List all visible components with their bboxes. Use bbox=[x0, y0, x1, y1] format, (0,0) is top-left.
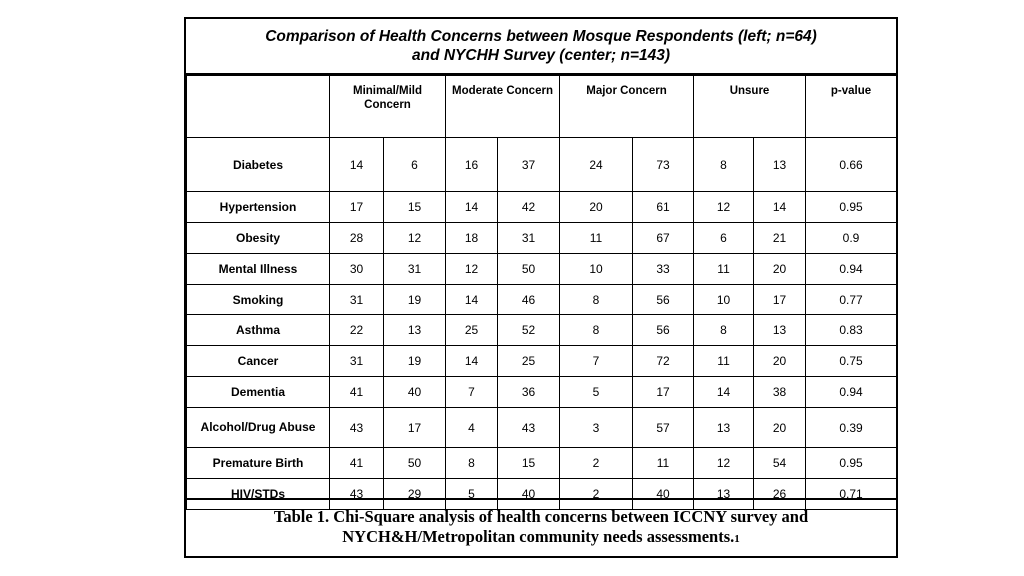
count-cell: 12 bbox=[694, 192, 754, 223]
table-caption bbox=[186, 498, 896, 556]
count-cell: 7 bbox=[446, 377, 498, 408]
count-cell: 40 bbox=[384, 377, 446, 408]
count-cell: 31 bbox=[330, 285, 384, 315]
table-row bbox=[187, 138, 897, 192]
count-cell: 14 bbox=[754, 192, 806, 223]
count-cell: 12 bbox=[446, 254, 498, 285]
count-cell: 30 bbox=[330, 254, 384, 285]
count-cell: 31 bbox=[384, 254, 446, 285]
count-cell: 17 bbox=[633, 377, 694, 408]
count-cell: 5 bbox=[560, 377, 633, 408]
p-value-cell: 0.66 bbox=[806, 138, 897, 192]
count-cell: 43 bbox=[330, 479, 384, 510]
row-label: HIV/STDs bbox=[187, 479, 330, 510]
count-cell: 72 bbox=[633, 346, 694, 377]
count-cell: 6 bbox=[694, 223, 754, 254]
count-cell: 8 bbox=[560, 285, 633, 315]
count-cell: 57 bbox=[633, 408, 694, 448]
header-major: Major Concern bbox=[560, 76, 694, 138]
count-cell: 15 bbox=[498, 448, 560, 479]
count-cell: 10 bbox=[694, 285, 754, 315]
count-cell: 18 bbox=[446, 223, 498, 254]
count-cell: 13 bbox=[754, 138, 806, 192]
count-cell: 10 bbox=[560, 254, 633, 285]
count-cell: 20 bbox=[754, 254, 806, 285]
p-value-cell: 0.75 bbox=[806, 346, 897, 377]
count-cell: 41 bbox=[330, 448, 384, 479]
count-cell: 3 bbox=[560, 408, 633, 448]
count-cell: 37 bbox=[498, 138, 560, 192]
count-cell: 4 bbox=[446, 408, 498, 448]
caption-line-2 bbox=[186, 527, 896, 549]
count-cell: 11 bbox=[633, 448, 694, 479]
p-value-cell: 0.94 bbox=[806, 254, 897, 285]
table-row bbox=[187, 254, 897, 285]
count-cell: 36 bbox=[498, 377, 560, 408]
count-cell: 14 bbox=[446, 192, 498, 223]
header-pvalue: p-value bbox=[806, 76, 897, 138]
count-cell: 12 bbox=[694, 448, 754, 479]
count-cell: 5 bbox=[446, 479, 498, 510]
count-cell: 50 bbox=[384, 448, 446, 479]
count-cell: 17 bbox=[384, 408, 446, 448]
count-cell: 14 bbox=[330, 138, 384, 192]
count-cell: 17 bbox=[330, 192, 384, 223]
count-cell: 14 bbox=[694, 377, 754, 408]
p-value-cell: 0.95 bbox=[806, 448, 897, 479]
table-title bbox=[186, 19, 896, 75]
title-line-1: Comparison of Health Concerns between Mosque Respondents (left; n=64) bbox=[265, 28, 817, 45]
caption-line-2-text: NYCH&H/Metropolitan community needs assessments. bbox=[342, 527, 735, 546]
count-cell: 40 bbox=[633, 479, 694, 510]
count-cell: 7 bbox=[560, 346, 633, 377]
p-value-cell: 0.71 bbox=[806, 479, 897, 510]
count-cell: 13 bbox=[694, 479, 754, 510]
corner-cell bbox=[187, 76, 330, 138]
table-row bbox=[187, 346, 897, 377]
table-row bbox=[187, 192, 897, 223]
row-label: Hypertension bbox=[187, 192, 330, 223]
p-value-cell: 0.95 bbox=[806, 192, 897, 223]
count-cell: 16 bbox=[446, 138, 498, 192]
row-label: Premature Birth bbox=[187, 448, 330, 479]
count-cell: 42 bbox=[498, 192, 560, 223]
count-cell: 13 bbox=[754, 315, 806, 346]
row-label: Mental Illness bbox=[187, 254, 330, 285]
count-cell: 8 bbox=[446, 448, 498, 479]
table-row bbox=[187, 448, 897, 479]
count-cell: 38 bbox=[754, 377, 806, 408]
header-row bbox=[187, 76, 897, 138]
p-value-cell: 0.94 bbox=[806, 377, 897, 408]
count-cell: 8 bbox=[694, 315, 754, 346]
count-cell: 28 bbox=[330, 223, 384, 254]
count-cell: 13 bbox=[384, 315, 446, 346]
count-cell: 50 bbox=[498, 254, 560, 285]
count-cell: 21 bbox=[754, 223, 806, 254]
count-cell: 46 bbox=[498, 285, 560, 315]
count-cell: 43 bbox=[330, 408, 384, 448]
count-cell: 56 bbox=[633, 285, 694, 315]
caption-reference: 1 bbox=[734, 533, 740, 545]
table-figure bbox=[184, 17, 898, 558]
p-value-cell: 0.83 bbox=[806, 315, 897, 346]
count-cell: 25 bbox=[446, 315, 498, 346]
count-cell: 56 bbox=[633, 315, 694, 346]
count-cell: 67 bbox=[633, 223, 694, 254]
count-cell: 15 bbox=[384, 192, 446, 223]
count-cell: 43 bbox=[498, 408, 560, 448]
count-cell: 6 bbox=[384, 138, 446, 192]
p-value-cell: 0.39 bbox=[806, 408, 897, 448]
count-cell: 8 bbox=[694, 138, 754, 192]
row-label: Asthma bbox=[187, 315, 330, 346]
row-label: Smoking bbox=[187, 285, 330, 315]
count-cell: 73 bbox=[633, 138, 694, 192]
count-cell: 31 bbox=[498, 223, 560, 254]
count-cell: 40 bbox=[498, 479, 560, 510]
count-cell: 54 bbox=[754, 448, 806, 479]
header-moderate: Moderate Concern bbox=[446, 76, 560, 138]
table-row bbox=[187, 223, 897, 254]
caption-line-1: Table 1. Chi-Square analysis of health concerns between ICCNY survey and bbox=[273, 507, 809, 526]
header-minimal: Minimal/Mild Concern bbox=[330, 76, 446, 138]
count-cell: 19 bbox=[384, 285, 446, 315]
row-label: Obesity bbox=[187, 223, 330, 254]
header-unsure: Unsure bbox=[694, 76, 806, 138]
count-cell: 61 bbox=[633, 192, 694, 223]
count-cell: 11 bbox=[560, 223, 633, 254]
p-value-cell: 0.9 bbox=[806, 223, 897, 254]
title-line-2: and NYCHH Survey (center; n=143) bbox=[412, 47, 670, 64]
count-cell: 20 bbox=[754, 408, 806, 448]
count-cell: 19 bbox=[384, 346, 446, 377]
count-cell: 52 bbox=[498, 315, 560, 346]
count-cell: 14 bbox=[446, 285, 498, 315]
p-value-cell: 0.77 bbox=[806, 285, 897, 315]
row-label: Diabetes bbox=[187, 138, 330, 192]
count-cell: 29 bbox=[384, 479, 446, 510]
table-row bbox=[187, 377, 897, 408]
count-cell: 14 bbox=[446, 346, 498, 377]
count-cell: 25 bbox=[498, 346, 560, 377]
count-cell: 11 bbox=[694, 254, 754, 285]
count-cell: 24 bbox=[560, 138, 633, 192]
count-cell: 13 bbox=[694, 408, 754, 448]
count-cell: 17 bbox=[754, 285, 806, 315]
count-cell: 41 bbox=[330, 377, 384, 408]
row-label: Alcohol/Drug Abuse bbox=[187, 408, 330, 448]
row-label: Cancer bbox=[187, 346, 330, 377]
count-cell: 20 bbox=[754, 346, 806, 377]
count-cell: 2 bbox=[560, 479, 633, 510]
table-row bbox=[187, 285, 897, 315]
count-cell: 33 bbox=[633, 254, 694, 285]
count-cell: 2 bbox=[560, 448, 633, 479]
table-row bbox=[187, 315, 897, 346]
count-cell: 26 bbox=[754, 479, 806, 510]
count-cell: 12 bbox=[384, 223, 446, 254]
count-cell: 8 bbox=[560, 315, 633, 346]
count-cell: 31 bbox=[330, 346, 384, 377]
count-cell: 20 bbox=[560, 192, 633, 223]
health-concerns-table bbox=[186, 75, 897, 510]
table-row bbox=[187, 408, 897, 448]
row-label: Dementia bbox=[187, 377, 330, 408]
count-cell: 11 bbox=[694, 346, 754, 377]
count-cell: 22 bbox=[330, 315, 384, 346]
